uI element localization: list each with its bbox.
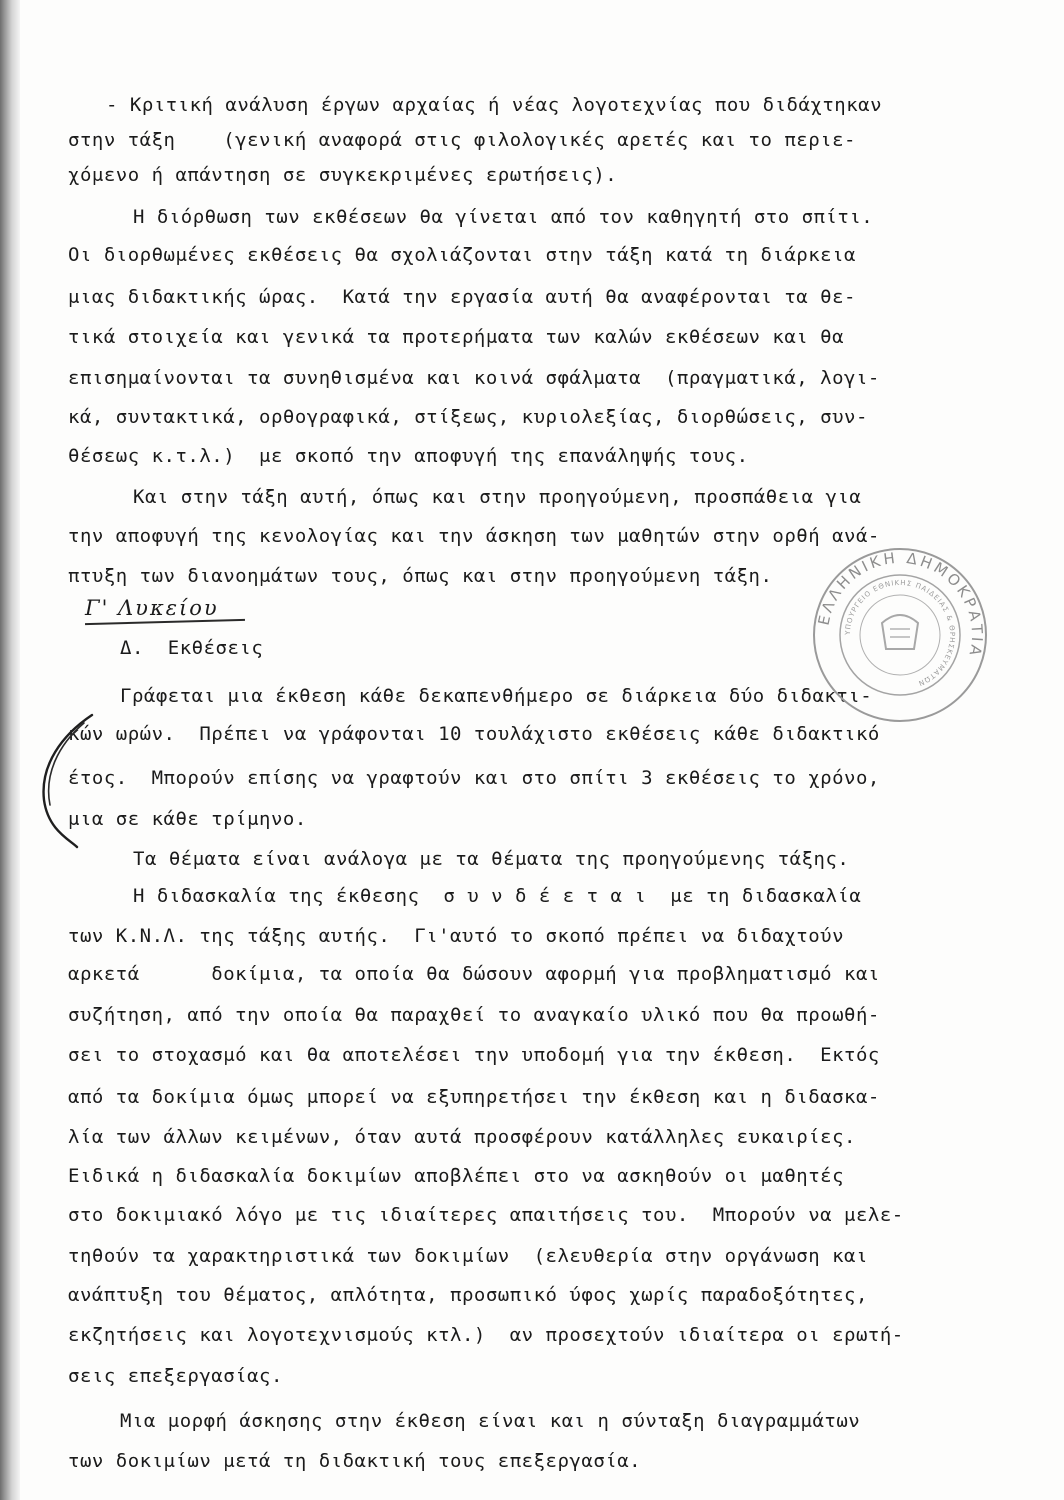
text-line: ανάπτυξη του θέματος, απλότητα, προσωπικό ύφος χωρίς παραδοξότητες, — [68, 1284, 868, 1306]
text-line: πτυξη των διανοημάτων τους, όπως και στην προηγούμενη τάξη. — [68, 565, 773, 587]
text-line: στο δοκιμιακό λόγο με τις ιδιαίτερες απαιτήσεις του. Μπορούν να μελε- — [68, 1204, 904, 1226]
svg-text:ΥΠΟΥΡΓΕΙΟ ΕΘΝΙΚΗΣ ΠΑΙΔΕΙΑΣ & Θ: ΥΠΟΥΡΓΕΙΟ ΕΘΝΙΚΗΣ ΠΑΙΔΕΙΑΣ & ΘΡΗΣΚΕΥΜΑΤΩΝ — [843, 578, 957, 688]
text-line: λία των άλλων κειμένων, όταν αυτά προσφέρουν κατάλληλες ευκαιρίες. — [68, 1126, 856, 1148]
handwritten-margin-mark-icon — [22, 705, 102, 855]
text-line: Γράφεται μια έκθεση κάθε δεκαπενθήμερο σε διάρκεια δύο διδακτι- — [120, 685, 873, 707]
svg-text:ΕΛΛΗΝΙΚΗ ΔΗΜΟΚΡΑΤΙΑ: ΕΛΛΗΝΙΚΗ ΔΗΜΟΚΡΑΤΙΑ — [814, 548, 987, 661]
text-line: μιας διδακτικής ώρας. Κατά την εργασία αυτή θα αναφέρονται τα θε- — [68, 286, 856, 308]
text-line: σεις επεξεργασίας. — [68, 1365, 283, 1387]
text-line: χόμενο ή απάντηση σε συγκεκριμένες ερωτήσεις). — [68, 164, 618, 186]
text-line: επισημαίνονται τα συνηθισμένα και κοινά σφάλματα (πραγματικά, λογι- — [68, 367, 880, 389]
section-heading: Δ. Εκθέσεις — [120, 637, 264, 659]
text-line: Η διόρθωση των εκθέσεων θα γίνεται από τον καθηγητή στο σπίτι. — [133, 206, 874, 228]
text-line: κά, συντακτικά, ορθογραφικά, στίξεως, κυριολεξίας, διορθώσεις, συν- — [68, 406, 868, 428]
text-line: κών ωρών. Πρέπει να γράφονται 10 τουλάχιστο εκθέσεις κάθε διδακτικό — [68, 723, 880, 745]
text-line: θέσεως κ.τ.λ.) με σκοπό την αποφυγή της επανάληψής τους. — [68, 445, 749, 467]
official-stamp-icon — [810, 545, 990, 725]
text-line: συζήτηση, από την οποία θα παραχθεί το αναγκαίο υλικό που θα προωθή- — [68, 1004, 880, 1026]
text-line: Ειδικά η διδασκαλία δοκιμίων αποβλέπει στο να ασκηθούν οι μαθητές — [68, 1165, 845, 1187]
text-line: έτος. Μπορούν επίσης να γραφτούν και στο σπίτι 3 εκθέσεις το χρόνο, — [68, 767, 880, 789]
text-line: Η διδασκαλία της έκθεσης σ υ ν δ έ ε τ α ι με τη διδασκαλία — [133, 885, 862, 907]
text-line: στην τάξη (γενική αναφορά στις φιλολογικές αρετές και το περιε- — [68, 129, 856, 151]
text-line: εκζητήσεις και λογοτεχνισμούς κτλ.) αν προσεχτούν ιδιαίτερα οι ερωτή- — [68, 1324, 904, 1346]
text-line: των δοκιμίων μετά τη διδακτική τους επεξεργασία. — [68, 1450, 642, 1472]
text-line: σει το στοχασμό και θα αποτελέσει την υποδομή για την έκθεση. Εκτός — [68, 1044, 880, 1066]
text-line: των Κ.Ν.Λ. της τάξης αυτής. Γι'αυτό το σκοπό πρέπει να διδαχτούν — [68, 925, 845, 947]
text-line: Μια μορφή άσκησης στην έκθεση είναι και η σύνταξη διαγραμμάτων — [120, 1410, 861, 1432]
handwritten-grade-note: Γ' Λυκείου — [85, 596, 219, 620]
text-line: Και στην τάξη αυτή, όπως και στην προηγούμενη, προσπάθεια για — [133, 486, 862, 508]
text-line: την αποφυγή της κενολογίας και την άσκηση των μαθητών στην ορθή ανά- — [68, 525, 880, 547]
text-line: μια σε κάθε τρίμηνο. — [68, 808, 307, 830]
text-line: Τα θέματα είναι ανάλογα με τα θέματα της προηγούμενης τάξης. — [133, 848, 850, 870]
text-line: από τα δοκίμια όμως μπορεί να εξυπηρετήσει την έκθεση και η διδασκα- — [68, 1086, 880, 1108]
text-line: Οι διορθωμένες εκθέσεις θα σχολιάζονται στην τάξη κατά τη διάρκεια — [68, 244, 856, 266]
text-line: τηθούν τα χαρακτηριστικά των δοκιμίων (ελευθερία στην οργάνωση και — [68, 1245, 868, 1267]
text-line: - Κριτική ανάλυση έργων αρχαίας ή νέας λογοτεχνίας που διδάχτηκαν — [106, 94, 883, 116]
text-line: τικά στοιχεία και γενικά τα προτερήματα των καλών εκθέσεων και θα — [68, 326, 845, 348]
text-line: αρκετά δοκίμια, τα οποία θα δώσουν αφορμή για προβληματισμό και — [68, 963, 880, 985]
